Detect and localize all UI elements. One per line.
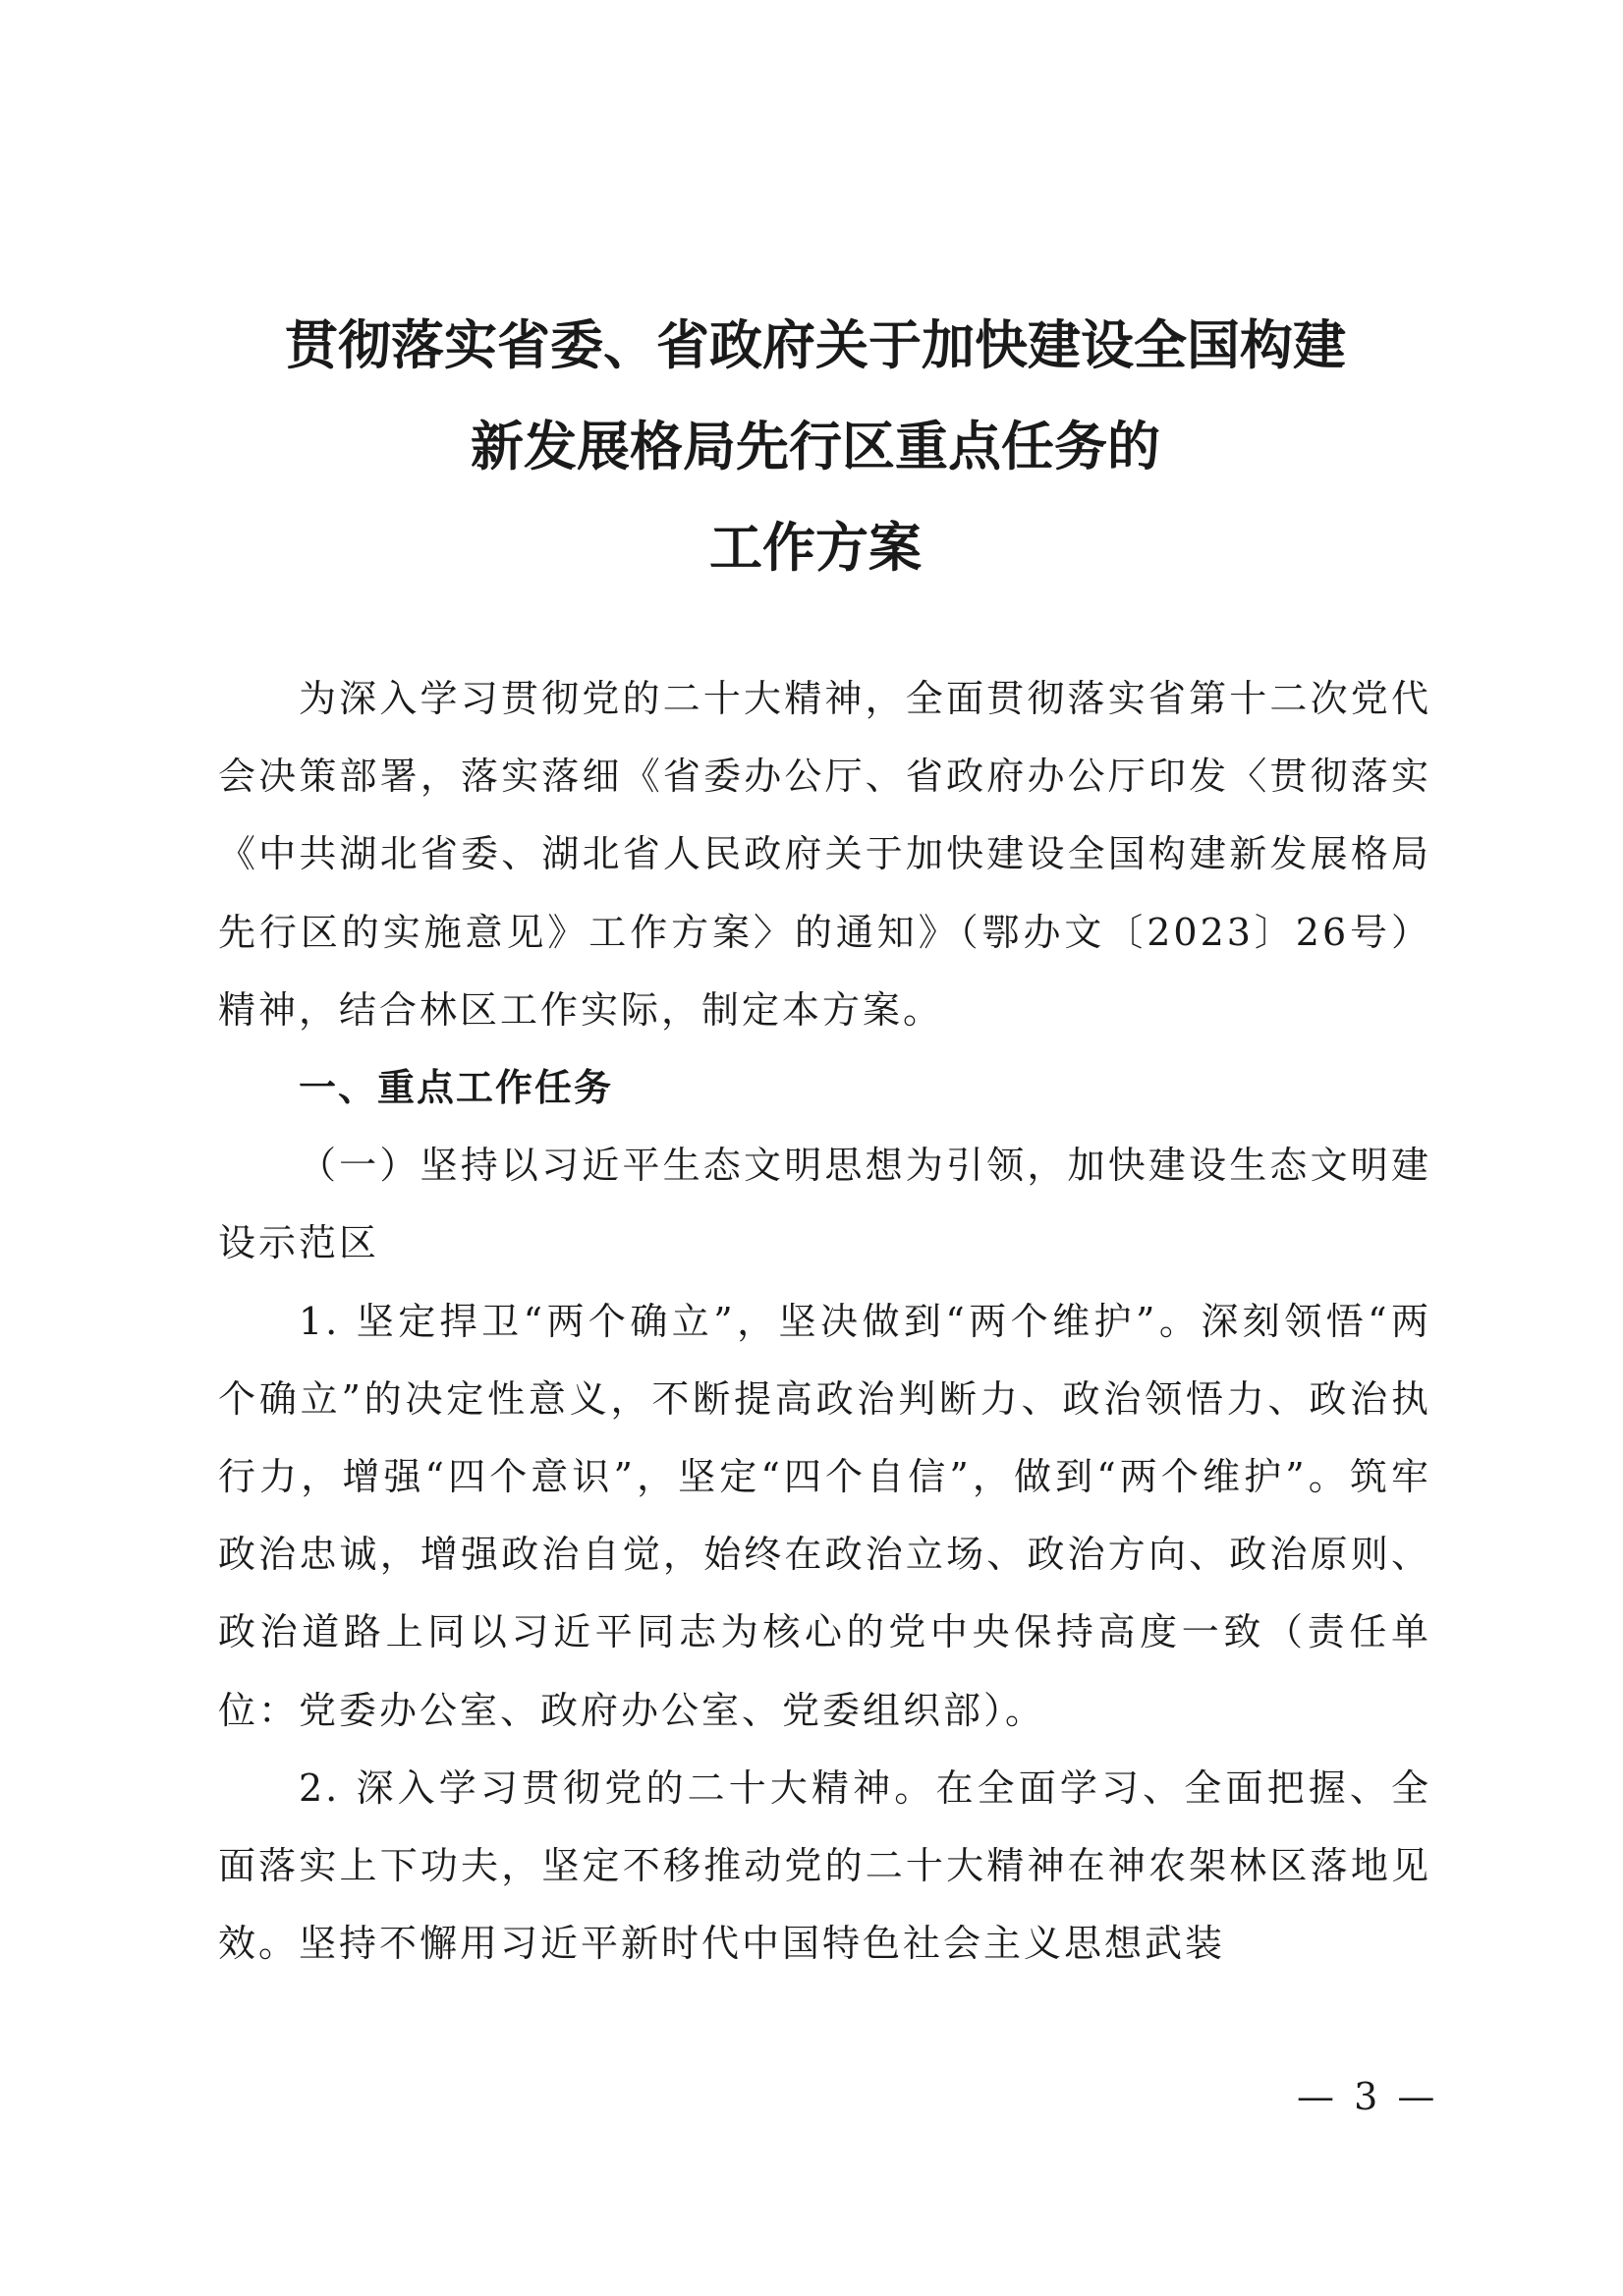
task-item-1: 1. 坚定捍卫“两个确立”，坚决做到“两个维护”。深刻领悟“两个确立”的决定性意义，不断提高政治判断力、政治领悟力、政治执行力，增强“四个意识”，坚定“四个自信”，做到“两个维护”。筑牢政治忠诚，增强政治自觉，始终在政治立场、政治方向、政治原则、政治道路上同以习近平同志为核心的党中央保持高度一致（责任单位：党委办公室、政府办公室、党委组织部）。 [218, 1299, 1431, 1732]
title-line-1: 贯彻落实省委、省政府关于加快建设全国构建 [285, 314, 1346, 376]
title-line-3: 工作方案 [709, 517, 922, 579]
intro-paragraph: 为深入学习贯彻党的二十大精神，全面贯彻落实省第十二次党代会决策部署，落实落细《省委办公厅、省政府办公厅印发〈贯彻落实《中共湖北省委、湖北省人民政府关于加快建设全国构建新发展格局先行区的实施意见》工作方案〉的通知》（鄂办文〔2023〕26号）精神，结合林区工作实际，制定本方案。 [218, 677, 1431, 1032]
section-heading-key-tasks: 一、重点工作任务 [299, 1066, 614, 1110]
subsection-heading-ecology: （一）坚持以习近平生态文明思想为引领，加快建设生态文明建设示范区 [218, 1144, 1431, 1265]
document-title [216, 295, 1415, 598]
page-number: — 3 — [1297, 2075, 1439, 2118]
title-line-2: 新发展格局先行区重点任务的 [471, 416, 1160, 477]
document-body [218, 660, 1431, 1983]
task-item-2: 2. 深入学习贯彻党的二十大精神。在全面学习、全面把握、全面落实上下功夫，坚定不移推动党的二十大精神在神农架林区落地见效。坚持不懈用习近平新时代中国特色社会主义思想武装 [218, 1765, 1431, 1966]
